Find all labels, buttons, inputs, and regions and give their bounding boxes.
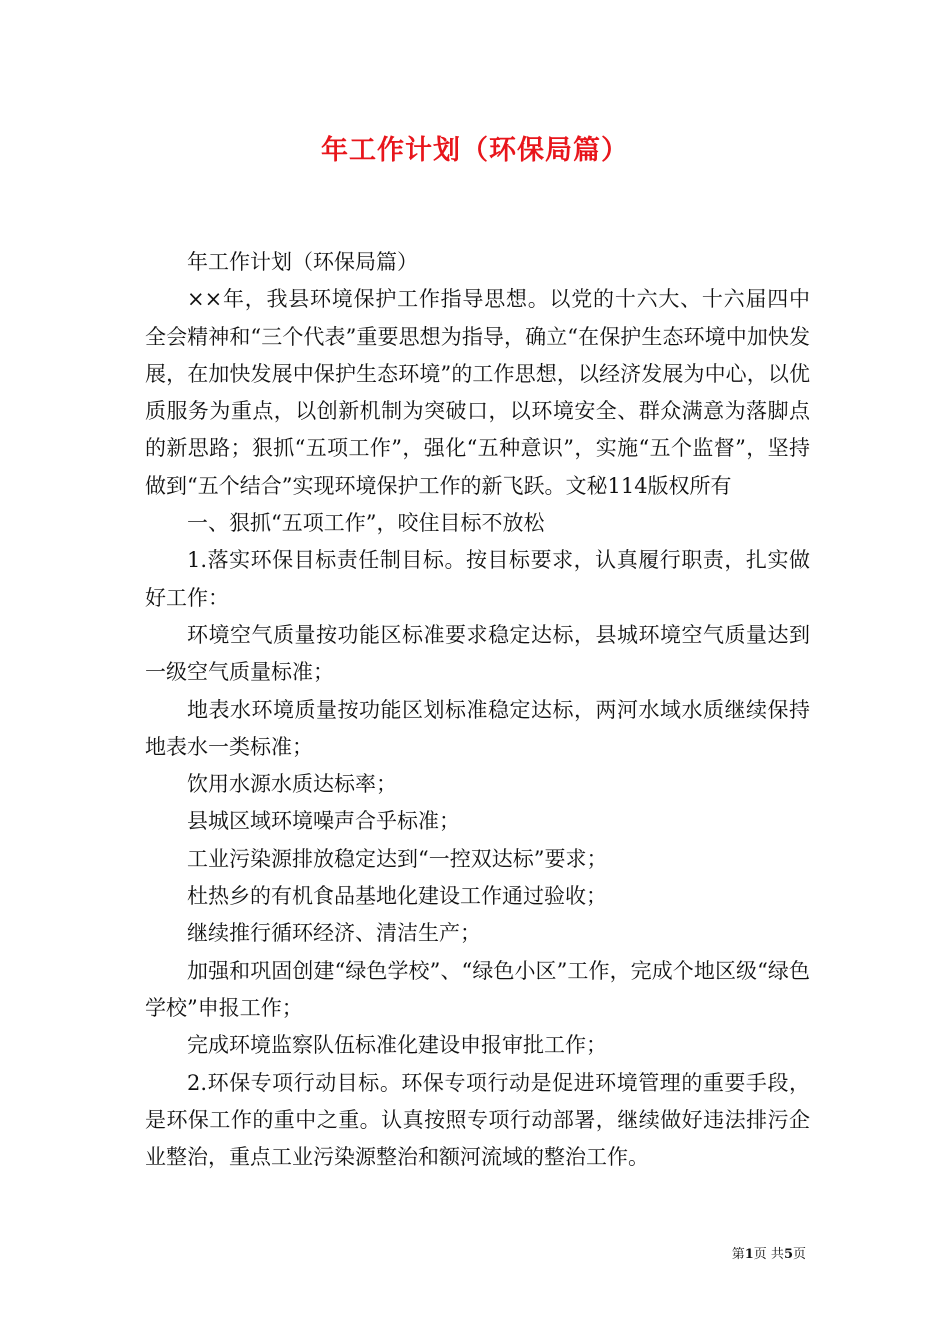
paragraph-guiding-thought: ××年，我县环境保护工作指导思想。以党的十六大、十六届四中全会精神和“三个代表”重要思想为指导，确立“在保护生态环境中加快发展，在加快发展中保护生态环境”的工作思想，以经济发展为中心，以优质服务为重点，以创新机制为突破口，以环境安全、群众满意为落脚点的新思路；狠抓“五项工作”，强化“五种意识”，实施“五个监督”，坚持做到“五个结合”实现环境保护工作的新飞跃。文秘114版权所有	[145, 287, 810, 498]
paragraph-circular-economy: 继续推行循环经济、清洁生产；	[187, 921, 481, 946]
footer-current-page: 1	[744, 1247, 754, 1262]
paragraph-surface-water: 地表水环境质量按功能区划标准稳定达标，两河水域水质继续保持地表水一类标准；	[145, 697, 810, 759]
paragraph-drinking-water: 饮用水源水质达标率；	[187, 772, 397, 797]
paragraph-green-school: 加强和巩固创建“绿色学校”、“绿色小区”工作，完成个地区级“绿色学校”申报工作；	[145, 958, 810, 1020]
footer-prefix: 第	[731, 1247, 745, 1262]
page-number-footer	[732, 1246, 806, 1264]
paragraph-noise: 县城区域环境噪声合乎标准；	[187, 809, 460, 834]
document-body	[145, 244, 810, 1176]
footer-suffix: 页	[792, 1247, 806, 1262]
paragraph-industrial-pollution: 工业污染源排放稳定达到“一控双达标”要求；	[187, 846, 608, 871]
paragraph-subtitle: 年工作计划（环保局篇）	[187, 250, 418, 274]
section-heading-one: 一、狠抓“五项工作”，咬住目标不放松	[187, 511, 545, 536]
paragraph-organic-food: 杜热乡的有机食品基地化建设工作通过验收；	[187, 884, 607, 909]
paragraph-air-quality: 环境空气质量按功能区标准要求稳定达标，县城环境空气质量达到一级空气质量标准；	[145, 622, 810, 685]
paragraph-item-2: 2.环保专项行动目标。环保专项行动是促进环境管理的重要手段，是环保工作的重中之重。认真按照专项行动部署，继续做好违法排污企业整治，重点工业污染源整治和额河流域的整治工作。	[145, 1070, 810, 1170]
footer-middle: 页 共	[753, 1247, 784, 1262]
footer-total-pages: 5	[783, 1247, 793, 1262]
paragraph-monitoring-team: 完成环境监察队伍标准化建设申报审批工作；	[187, 1033, 607, 1058]
document-title: 年工作计划（环保局篇）	[321, 135, 629, 166]
paragraph-item-1: 1.落实环保目标责任制目标。按目标要求，认真履行职责，扎实做好工作：	[145, 548, 810, 610]
